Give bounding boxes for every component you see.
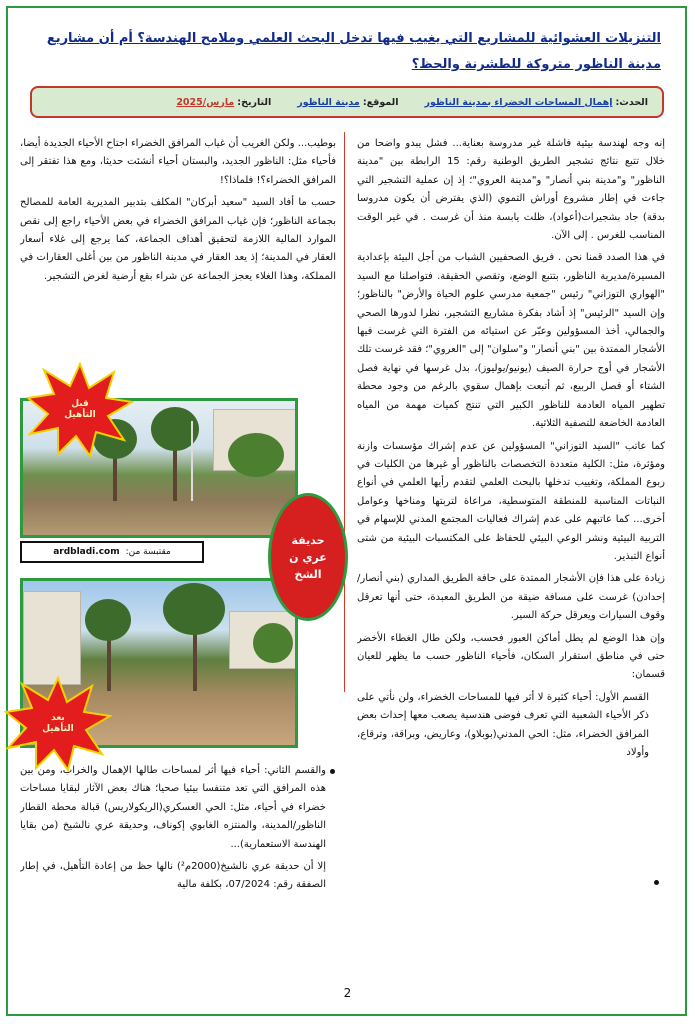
event-value: إهمال المساحات الخضراء بمدينة الناظور xyxy=(424,96,613,108)
right-column xyxy=(357,135,665,970)
source-site: ardbladi.com xyxy=(53,547,120,557)
lamp-post xyxy=(191,421,193,501)
left-column-top xyxy=(20,135,336,391)
bullet-icon xyxy=(330,769,335,774)
date-value: مارس/2025 xyxy=(176,96,235,108)
bullet-icon xyxy=(654,880,659,885)
paragraph: وإن هذا الوضع لم يطل أماكن العبور فحسب، ولكن طال الغطاء الأخضر حتى في مناطق استقرار السكان، فأحياء الناظور حسب ما يظهر للعيان قسمان: xyxy=(357,632,665,681)
event-label: الحدث: xyxy=(615,96,648,108)
before-label: قبل التأهيل xyxy=(64,399,96,420)
after-label-burst xyxy=(4,676,112,772)
paragraph: كما عاتب "السيد التوزاني" المسؤولين عن عدم إشراك مؤسسات وازنة ومؤثرة، مثل: الكلية متعددة التخصصات بالناظور أو غيرها من الكليات في ربوع المملكة، وتغييب تدخلها بالبحث العلمي لتقدم رأيها العلمي في أنواع النباتات المناسبة للمنطقة المتوسطية، مراعاة لتربتها ومناخها وعوامل أخرى... كما عاتبهم على عدم إشراك فعاليات المجتمع المدني للإسهام في التربية البيئية ونشر الوعي البيئي للحفاظ على المكتسبات البيئية من شتى أنواع التبذير. xyxy=(357,440,665,562)
location-value: مدينة الناظور xyxy=(297,96,360,108)
location-field xyxy=(297,97,398,108)
tree xyxy=(85,599,131,641)
left-column-bottom xyxy=(20,762,326,974)
image-source-caption xyxy=(20,541,204,563)
garden-name-oval xyxy=(268,493,348,621)
tree xyxy=(253,623,293,663)
building xyxy=(23,591,81,685)
paragraph: إنه وجه لهندسة بيئية فاشلة غير مدروسة بعناية... فشل يبدو واضحا من خلال تتبع نتائج تشجير الطريق الوطنية رقم: 15 الرابطة بين "مدينة الناظور" و"مدينة بني أنصار" و"مدينة العروي"؛ إذ إن عملية التشجير التي جاءت في إطار مشروع أوراش التموي (الذي يفترض أن يكون مدروسا بدقة) جاد بشجيرات(أعواد)، ظلت يابسة منذ أن غرست . في غير الوقت المناسب للغرس . إلى الآن. xyxy=(357,138,665,242)
date-field xyxy=(176,97,271,108)
after-label: بعد التأهيل xyxy=(42,713,74,734)
source-label: مقتبسة من: xyxy=(125,547,171,557)
paragraph: إلا أن حديقة عري نالشيخ(2000م²) نالها حظ من إعادة التأهيل، في إطار الصفقة رقم: 07/2024، بكلفة مالية xyxy=(20,861,326,891)
location-label: الموقع: xyxy=(362,96,399,108)
date-label: التاريخ: xyxy=(237,96,272,108)
garden-name: حديقة عري ن الشخ xyxy=(289,533,327,581)
bullet-paragraph: القسم الأول: أحياء كثيرة لا أثر فيها للمساحات الخضراء، ولن نأتي على ذكر الأحياء الشعبية التي تعرف فوضى هندسية يصعب معها إحداث بعض المرافق الخضراء، مثل: الحي المدني(بوبلاو)، وعاريض، وبراقة، وترقاع، وأولاد xyxy=(357,691,649,758)
tree xyxy=(163,583,225,635)
paragraph: بوطيب... ولكن الغريب أن غياب المرافق الخضراء اجتاح الأحياء الجديدة أيضا، فأحياء مثل: الناظور الجديد، والبستان أحياء أنشئت حديثا، ومع هذا تفتقر إلى المرافق الخضراء؟! فلماذا؟! xyxy=(20,138,336,186)
meta-bar xyxy=(30,86,664,118)
paragraph: زيادة على هذا فإن الأشجار الممتدة على حافة الطريق المداري (بني أنصار/ إحدادن) غرست على مسافة ضيقة من الطريق المعبدة، حتى أنها تعرقل وقوف السيارات ويعرقل حركة السير. xyxy=(357,573,665,622)
bullet-paragraph: والقسم الثاني: أحياء فيها أثر لمساحات طالها الإهمال والخراب، ومن بين هذه المرافق التي تعد متنفسا بيئيا صحيا؛ هناك بعض الآثار لبقايا مساحات خضراء في أحياء، مثل: الحي العسكري(الريكولاريس) قبالة محطة القطار الناظور/المدينة، والمنتزه الغابوي إكوناف، وحديقة عري نالشيخ (من بقايا الهندسة الاستعمارية)... xyxy=(20,765,326,850)
column-divider xyxy=(344,132,345,692)
event-field xyxy=(424,97,648,108)
paragraph: حسب ما أفاد السيد "سعيد أبركان" المكلف بتدبير المديرية العامة للمصالح بجماعة الناظور؛ فإن غياب المرافق الخضراء في بعض الأحياء راجع إلى نقص الموارد المالية اللازمة لتحقيق أهداف الجماعة، كما يرجع إلى غلاء أسعار العقار في المدينة؛ إذ يعد العقار في مدينة الناظور من بين أغلى العقارات في المملكة، وهذا الغلاء يعجز الجماعة عن شراء بقع أرضية لغرض التشجير. xyxy=(20,197,336,282)
before-label-burst xyxy=(26,362,134,458)
tree xyxy=(228,433,284,477)
paragraph: في هذا الصدد قمنا نحن . فريق الصحفيين الشباب من أجل البيئة بإعدادية المسيرة/مديرية الناظور، بتتبع الوضع، وتقصي الحقيقة. فتواصلنا مع السيد "الهواري التوزاني" رئيس "جمعية مدرسي علوم الحياة والأرض" بالناظور؛ وإن السيد "الرئيس" إذ أشاد بفكرة مشاريع التشجير، نظرا لدورها الصحي والجمالي، أخذ المسؤولين وعبّر عن استيائه من الفترة التي غرست فيها الأشجار الممتدة بين "بني أنصار" و"سلوان" إلى "العروي"؛ فقد غرست تلك الأشجار في أوج حرارة الصيف (يونيو/يوليوز)، بدل غرسها في نهاية فصل الشتاء أو فصل الربيع، ثم أتبعت بإهمال سقوي بالرغم من وجود محطة تطهير المياه العادمة للناظور الكبير التي تنتج كميات مهمة من المياه العادمة الخاضعة للتصفية الثلاثية. xyxy=(357,252,665,430)
page-number: 2 xyxy=(343,986,352,1000)
article-title: التنزيلات العشوائية للمشاريع التي يغيب فيها تدخل البحث العلمي وملامح الهندسة؟ أم أن مشاريع مدينة الناظور متروكة للطشرنة والحظ؟ xyxy=(46,31,661,72)
